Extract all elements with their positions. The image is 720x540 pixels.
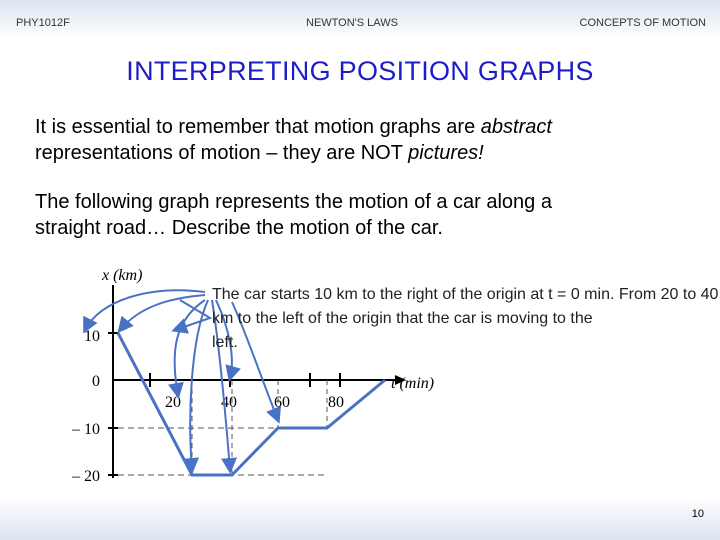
x-tick-label: 20 <box>165 394 181 411</box>
overlay-line-3: left. <box>212 334 238 351</box>
x-axis-label: t (min) <box>391 375 435 392</box>
x-tick-label: 80 <box>328 394 344 411</box>
y-axis-label: x (km) <box>102 267 143 284</box>
course-code: PHY1012F <box>16 17 70 29</box>
slide-title: INTERPRETING POSITION GRAPHS <box>126 56 594 86</box>
x-tick-label: 60 <box>274 394 290 411</box>
y-tick-label: 0 <box>92 373 100 390</box>
question-line-1: The following graph represents the motion of a car along a <box>35 191 552 213</box>
question-line-2: straight road… Describe the motion of the car. <box>35 217 443 239</box>
y-tick-label: – 20 <box>72 468 100 485</box>
intro-emphasis-1: abstract <box>480 116 552 138</box>
overlay-line-1: The car starts 10 km to the right of the origin at t = 0 min. From 20 to 40 <box>212 286 719 303</box>
annotation-arrow <box>175 300 210 330</box>
x-tick-label: 40 <box>221 394 237 411</box>
annotation-arrow <box>190 300 208 470</box>
overlay-line-2: km to the left of the origin that the car is moving to the <box>212 310 593 327</box>
section-name: NEWTON'S LAWS <box>306 17 398 29</box>
y-tick-label: – 10 <box>72 421 100 438</box>
footer-bar <box>0 496 720 540</box>
y-tick-label: 10 <box>84 328 100 345</box>
intro-emphasis-2: pictures! <box>408 142 484 164</box>
intro-text-1: It is essential to remember that motion graphs are <box>35 116 481 138</box>
intro-text-2: representations of motion – they are NOT <box>35 142 409 164</box>
page-number: 10 <box>691 508 704 520</box>
position-line <box>118 333 385 475</box>
topic-name: CONCEPTS OF MOTION <box>579 17 706 29</box>
